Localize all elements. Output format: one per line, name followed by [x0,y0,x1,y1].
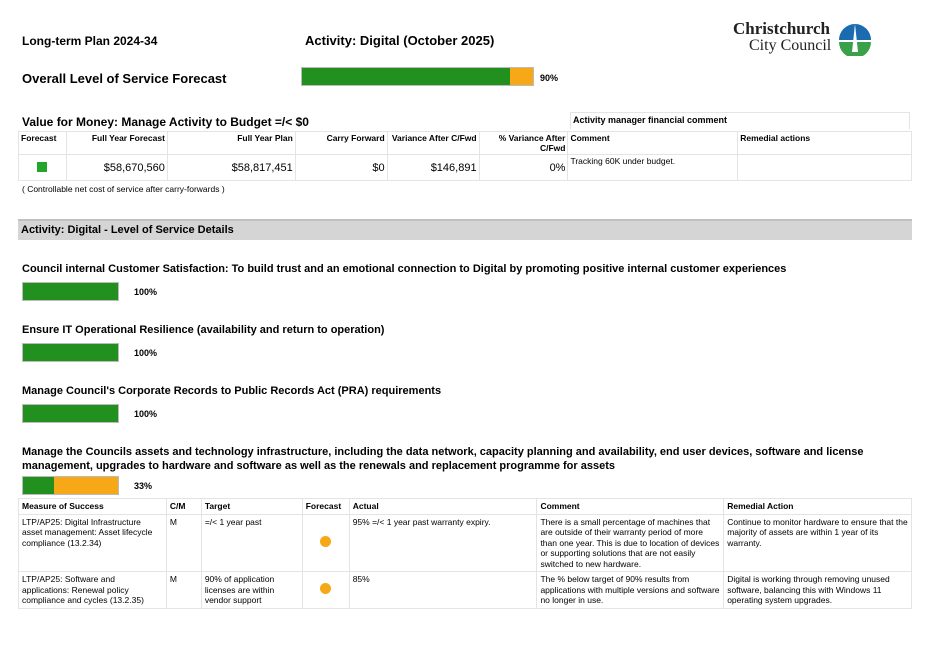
vfm-col-full-year-forecast: Full Year Forecast [66,132,167,155]
vfm-forecast-cell [19,155,67,181]
vfm-col-pct-variance: % Variance After C/Fwd [479,132,568,155]
overall-progress-bar [301,67,534,86]
vfm-title: Value for Money: Manage Activity to Budget =/< $0 [22,115,309,129]
mos-cm: M [166,514,201,572]
table-row [19,514,912,572]
mos-col-comment: Comment [537,499,724,515]
measure-title: Council internal Customer Satisfaction: To build trust and an emotional connection to Digital by promoting positive internal customer experiences [22,263,787,275]
logo-line1: Christchurch [733,19,830,38]
mos-target: 90% of application licenses are within vendor support [201,572,302,609]
vfm-remedial [738,155,912,181]
mos-col-target: Target [201,499,302,515]
table-row [19,572,912,609]
mos-actual: 85% [349,572,537,609]
vfm-header-row [19,132,912,155]
mos-actual: 95% =/< 1 year past warranty expiry. [349,514,537,572]
measure-progress-bar [22,404,119,423]
measure-progress-green [23,283,118,300]
vfm-data-row [19,155,912,181]
vfm-col-remedial: Remedial actions [738,132,912,155]
mos-col-measure: Measure of Success [19,499,167,515]
section-header: Activity: Digital - Level of Service Details [18,219,912,240]
vfm-comment: Tracking 60K under budget. [568,155,738,181]
measure-title: Manage Council's Corporate Records to Public Records Act (PRA) requirements [22,385,442,397]
measure-progress-green [23,405,118,422]
overall-progress-green [302,68,510,85]
measure-progress-green [23,344,118,361]
mos-comment: The % below target of 90% results from applications with multiple versions and software no longer in use. [537,572,724,609]
mos-remedial: Continue to monitor hardware to ensure that the majority of assets are within 1 year of its warranty. [724,514,912,572]
plan-title: Long-term Plan 2024-34 [22,34,158,48]
vfm-col-variance: Variance After C/Fwd [387,132,479,155]
vfm-variance: $146,891 [387,155,479,181]
logo-line2: City Council [749,37,832,54]
mos-forecast-cell [302,572,349,609]
overall-progress-orange [510,68,533,85]
mos-table [18,498,912,609]
measure-title: Manage the Councils assets and technology infrastructure, including the data network, capacity planning and availability, end user devices, software and license management, upgrades to hardware and software as well as the renewals and replacement programme for assets [22,446,864,472]
vfm-full-year-forecast: $58,670,560 [66,155,167,181]
measure-progress-bar [22,476,119,495]
mos-col-remedial: Remedial Action [724,499,912,515]
measure-progress-bar [22,343,119,362]
vfm-col-full-year-plan: Full Year Plan [167,132,295,155]
mos-remedial: Digital is working through removing unused software, balancing this with Windows 11 operating system upgrades. [724,572,912,609]
measure-percent: 100% [134,287,158,297]
mos-cm: M [166,572,201,609]
mos-col-forecast: Forecast [302,499,349,515]
vfm-table [18,131,912,181]
measure-percent: 100% [134,409,158,419]
vfm-col-carry-forward: Carry Forward [295,132,387,155]
measure-progress-bar [22,282,119,301]
measure-progress-orange [54,477,118,494]
vfm-note: ( Controllable net cost of service after carry-forwards ) [22,184,225,194]
cathedral-logo-icon [837,22,873,56]
mos-forecast-cell [302,514,349,572]
vfm-pct-variance: 0% [479,155,568,181]
mos-header-row [19,499,912,515]
forecast-dot-icon [320,583,331,594]
forecast-square-icon [37,162,47,172]
mos-measure: LTP/AP25: Software and applications: Renewal policy compliance and cycles (13.2.35) [19,572,167,609]
activity-title: Activity: Digital (October 2025) [305,33,495,48]
mos-col-cm: C/M [166,499,201,515]
vfm-col-comment: Comment [568,132,738,155]
council-logo [733,20,883,60]
measure-title: Ensure IT Operational Resilience (availability and return to operation) [22,324,385,336]
mos-col-actual: Actual [349,499,537,515]
mos-comment: There is a small percentage of machines that are outside of their warranty period of more than one year. This is due to location of devices or supporting solutions that are not easily switched to new hardware. [537,514,724,572]
vfm-carry-forward: $0 [295,155,387,181]
mos-measure: LTP/AP25: Digital Infrastructure asset management: Asset lifecycle compliance (13.2.34) [19,514,167,572]
forecast-dot-icon [320,536,331,547]
measure-percent: 33% [134,481,153,491]
measure-percent: 100% [134,348,158,358]
measure-progress-green [23,477,54,494]
overall-percent: 90% [540,73,559,83]
vfm-col-forecast: Forecast [19,132,67,155]
overall-label: Overall Level of Service Forecast [22,71,227,86]
mos-target: =/< 1 year past [201,514,302,572]
vfm-comment-header: Activity manager financial comment [570,112,910,129]
vfm-full-year-plan: $58,817,451 [167,155,295,181]
